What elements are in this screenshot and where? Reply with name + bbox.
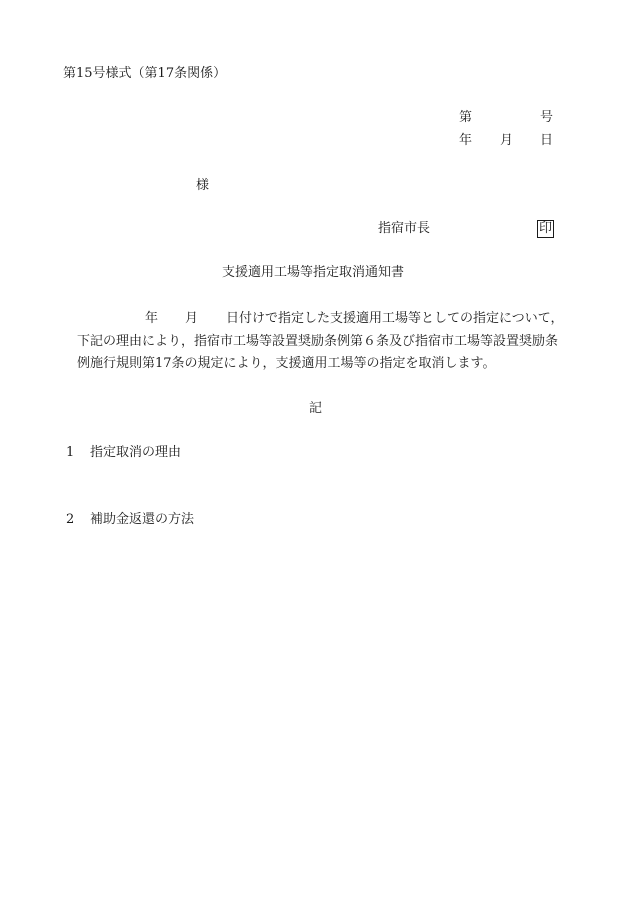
document-title: 支援適用工場等指定取消通知書: [222, 265, 405, 280]
document-number-prefix: 第: [459, 110, 473, 125]
addressee-honorific: 様: [196, 178, 210, 193]
body-text-line-2: 下記の理由により，指宿市工場等設置奨励条例第６条及び指宿市工場等設置奨励条: [77, 334, 559, 349]
body-text-line-3: 例施行規則第17条の規定により，支援適用工場等の指定を取消します。: [77, 356, 496, 371]
document-number-suffix: 号: [540, 110, 554, 125]
date-year-label: 年: [459, 133, 473, 148]
item-label-subsidy-return-method: 補助金返還の方法: [90, 512, 195, 527]
item-label-revocation-reason: 指定取消の理由: [90, 445, 182, 460]
item-number: 1: [66, 445, 75, 460]
date-month-label: 月: [500, 133, 514, 148]
form-number: 第15号様式（第17条関係）: [63, 66, 227, 81]
item-number: 2: [66, 512, 75, 527]
body-date-year: 年: [145, 311, 159, 326]
seal-mark: 印: [539, 221, 553, 236]
ki-heading: 記: [309, 401, 323, 416]
body-date-month: 月: [185, 311, 199, 326]
issuer-title: 指宿市長: [378, 221, 431, 236]
body-text-line-1: 日付けで指定した支援適用工場等としての指定について，: [226, 311, 564, 326]
date-day-label: 日: [540, 133, 554, 148]
